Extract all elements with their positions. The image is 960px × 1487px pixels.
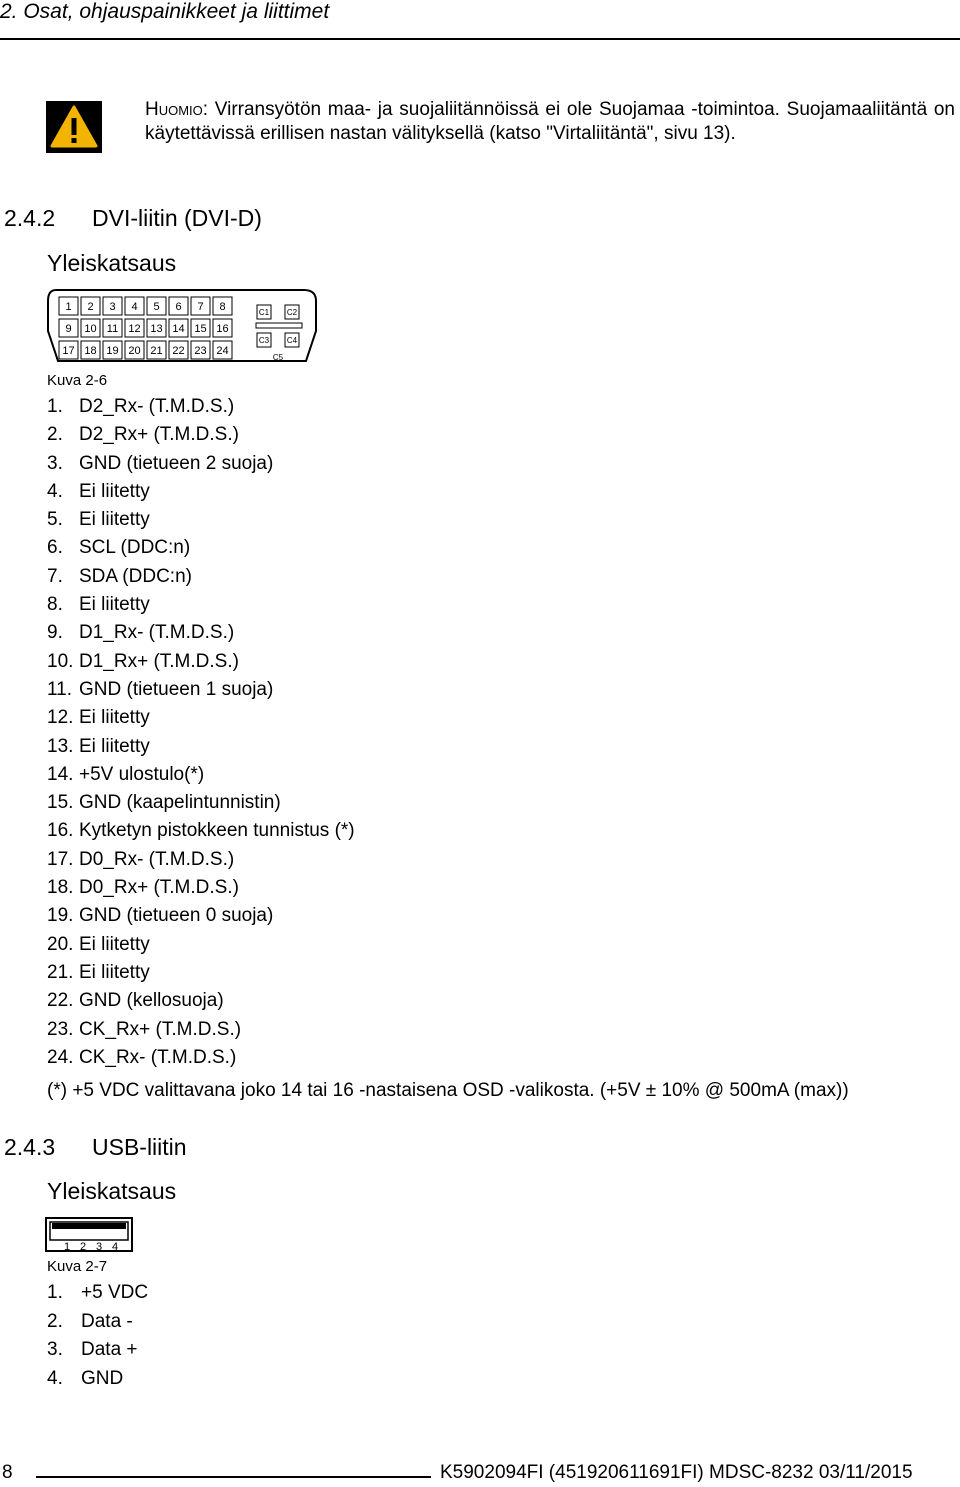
list-item xyxy=(47,987,355,1015)
item-number: 20. xyxy=(47,933,74,955)
item-text: Ei liitetty xyxy=(79,509,150,531)
list-item xyxy=(47,563,355,591)
item-number: 15. xyxy=(47,792,74,814)
chapter-title: 2. Osat, ohjauspainikkeet ja liittimet xyxy=(0,0,330,23)
item-number: 19. xyxy=(47,905,74,927)
item-text: SDA (DDC:n) xyxy=(79,565,192,587)
document-info: K5902094FI (451920611691FI) MDSC-8232 03/11/2015 xyxy=(440,1462,913,1483)
list-item xyxy=(47,619,355,647)
list-item xyxy=(47,393,355,421)
notice-text: Virransyötön maa- ja suojaliitännöissä ei ole Suojamaa -toimintoa. Suojamaaliitäntä on käytettävissä erillisen nastan välityksellä (katso "Virtaliitäntä", sivu 13). xyxy=(145,99,955,144)
list-item xyxy=(47,761,355,789)
notice xyxy=(145,98,955,146)
figure-caption: Kuva 2-7 xyxy=(47,1258,108,1275)
pin-label: 2 xyxy=(87,301,94,313)
list-item xyxy=(47,1016,355,1044)
item-text: D0_Rx+ (T.M.D.S.) xyxy=(79,877,239,899)
item-number: 4. xyxy=(47,1367,63,1389)
pin-label: 3 xyxy=(109,301,116,313)
item-text: +5V ulostulo(*) xyxy=(79,763,205,785)
pin-label: 6 xyxy=(175,301,182,313)
pin-label: 22 xyxy=(172,345,185,357)
pin-label: 24 xyxy=(216,345,229,357)
pin-label: 10 xyxy=(84,323,97,335)
pin-label: 11 xyxy=(106,323,119,335)
list-item xyxy=(47,648,355,676)
item-text: Ei liitetty xyxy=(79,707,150,729)
pin-label: 4 xyxy=(111,1241,119,1253)
list-item xyxy=(47,591,355,619)
section-number: 2.4.2 xyxy=(4,205,56,231)
contact-c1: C1 xyxy=(258,308,270,317)
item-text: GND (kellosuoja) xyxy=(79,990,224,1012)
pin-label: 5 xyxy=(153,301,160,313)
header-rule xyxy=(0,38,960,40)
list-item xyxy=(47,704,355,732)
item-text: Ei liitetty xyxy=(79,933,150,955)
pin-label: 12 xyxy=(128,323,141,335)
list-item xyxy=(47,931,355,959)
item-number: 3. xyxy=(47,452,63,474)
footnote: (*) +5 VDC valittavana joko 14 tai 16 -nastaisena OSD -valikosta. (+5V ± 10% @ 500mA (max)) xyxy=(47,1080,849,1101)
list-item xyxy=(47,1365,148,1394)
item-number: 13. xyxy=(47,735,74,757)
footer-rule xyxy=(36,1476,431,1478)
list-item xyxy=(47,959,355,987)
usb-subheading: Yleiskatsaus xyxy=(47,1178,177,1204)
item-number: 4. xyxy=(47,480,63,502)
item-text: CK_Rx+ (T.M.D.S.) xyxy=(79,1018,242,1040)
item-text: D2_Rx+ (T.M.D.S.) xyxy=(79,424,239,446)
list-item xyxy=(47,506,355,534)
item-text: GND xyxy=(81,1367,124,1389)
item-number: 2. xyxy=(47,424,63,446)
list-item xyxy=(47,676,355,704)
contact-c3: C3 xyxy=(258,336,270,345)
item-text: CK_Rx- (T.M.D.S.) xyxy=(79,1046,237,1068)
item-text: GND (tietueen 1 suoja) xyxy=(79,678,274,700)
pin-label: 8 xyxy=(219,301,226,313)
contact-c5: C5 xyxy=(272,353,284,362)
item-number: 1. xyxy=(47,396,63,417)
pin-label: 20 xyxy=(128,345,141,357)
list-item xyxy=(47,450,355,478)
item-number: 6. xyxy=(47,537,63,559)
item-number: 22. xyxy=(47,990,74,1012)
figure-caption: Kuva 2-6 xyxy=(47,372,108,389)
item-number: 7. xyxy=(47,565,63,587)
item-text: +5 VDC xyxy=(81,1282,149,1303)
warning-icon xyxy=(46,101,102,153)
list-item xyxy=(47,421,355,449)
list-item xyxy=(47,874,355,902)
notice-label: Huomio: xyxy=(145,99,209,120)
pin-label: 4 xyxy=(131,301,138,313)
usb-section-title xyxy=(4,1134,187,1161)
item-number: 10. xyxy=(47,650,74,672)
usb-pin-list xyxy=(47,1279,148,1393)
item-text: Data - xyxy=(81,1310,133,1332)
item-text: Ei liitetty xyxy=(79,594,150,616)
item-text: Ei liitetty xyxy=(79,480,150,502)
item-number: 23. xyxy=(47,1018,74,1040)
list-item xyxy=(47,817,355,845)
item-number: 21. xyxy=(47,961,74,983)
usb-connector-diagram xyxy=(45,1217,135,1253)
list-item xyxy=(47,846,355,874)
item-number: 9. xyxy=(47,622,63,644)
item-text: D2_Rx- (T.M.D.S.) xyxy=(79,396,235,417)
section-title-text: USB-liitin xyxy=(92,1134,187,1160)
pin-label: 17 xyxy=(62,345,75,357)
list-item xyxy=(47,478,355,506)
pin-label: 7 xyxy=(197,301,204,313)
list-item xyxy=(47,534,355,562)
pin-label: 1 xyxy=(63,1241,71,1253)
list-item xyxy=(47,1336,148,1365)
pin-label: 15 xyxy=(194,323,207,335)
pin-label: 14 xyxy=(172,323,185,335)
item-number: 18. xyxy=(47,877,74,899)
contact-c2: C2 xyxy=(286,308,298,317)
section-number: 2.4.3 xyxy=(4,1134,56,1160)
item-number: 17. xyxy=(47,848,74,870)
dvi-pin-list xyxy=(47,393,355,1072)
item-text: Ei liitetty xyxy=(79,735,150,757)
pin-label: 9 xyxy=(65,323,72,335)
list-item xyxy=(47,1279,148,1308)
dvi-subheading: Yleiskatsaus xyxy=(47,250,177,276)
item-number: 24. xyxy=(47,1046,74,1068)
item-number: 8. xyxy=(47,594,63,616)
item-number: 12. xyxy=(47,707,74,729)
item-text: D1_Rx+ (T.M.D.S.) xyxy=(79,650,239,672)
list-item xyxy=(47,902,355,930)
pin-label: 19 xyxy=(106,345,119,357)
pin-label: 21 xyxy=(150,345,163,357)
pin-label: 3 xyxy=(95,1241,103,1253)
item-number: 3. xyxy=(47,1339,63,1360)
pin-label: 16 xyxy=(216,323,229,335)
list-item xyxy=(47,1044,355,1072)
item-text: Data + xyxy=(81,1339,138,1360)
item-number: 14. xyxy=(47,763,74,785)
item-text: D0_Rx- (T.M.D.S.) xyxy=(79,848,235,870)
pin-label: 23 xyxy=(194,345,207,357)
item-text: GND (tietueen 0 suoja) xyxy=(79,905,274,927)
item-text: Ei liitetty xyxy=(79,961,150,983)
item-number: 16. xyxy=(47,820,74,842)
list-item xyxy=(47,733,355,761)
contact-c4: C4 xyxy=(286,336,298,345)
page-number: 8 xyxy=(2,1462,13,1483)
pin-label: 18 xyxy=(84,345,97,357)
item-text: SCL (DDC:n) xyxy=(79,537,191,559)
item-number: 2. xyxy=(47,1310,63,1332)
item-text: GND (tietueen 2 suoja) xyxy=(79,452,274,474)
item-text: GND (kaapelintunnistin) xyxy=(79,792,281,814)
pin-label: 13 xyxy=(150,323,163,335)
list-item xyxy=(47,1308,148,1337)
list-item xyxy=(47,789,355,817)
item-number: 5. xyxy=(47,509,63,531)
section-title-text: DVI-liitin (DVI-D) xyxy=(92,205,262,231)
item-number: 11. xyxy=(47,678,73,700)
pin-label: 1 xyxy=(65,301,72,313)
dvi-connector-diagram xyxy=(44,289,320,365)
pin-label: 2 xyxy=(79,1241,87,1253)
dvi-section-title xyxy=(4,205,262,232)
item-text: D1_Rx- (T.M.D.S.) xyxy=(79,622,235,644)
item-text: Kytketyn pistokkeen tunnistus (*) xyxy=(79,820,355,842)
item-number: 1. xyxy=(47,1282,63,1303)
